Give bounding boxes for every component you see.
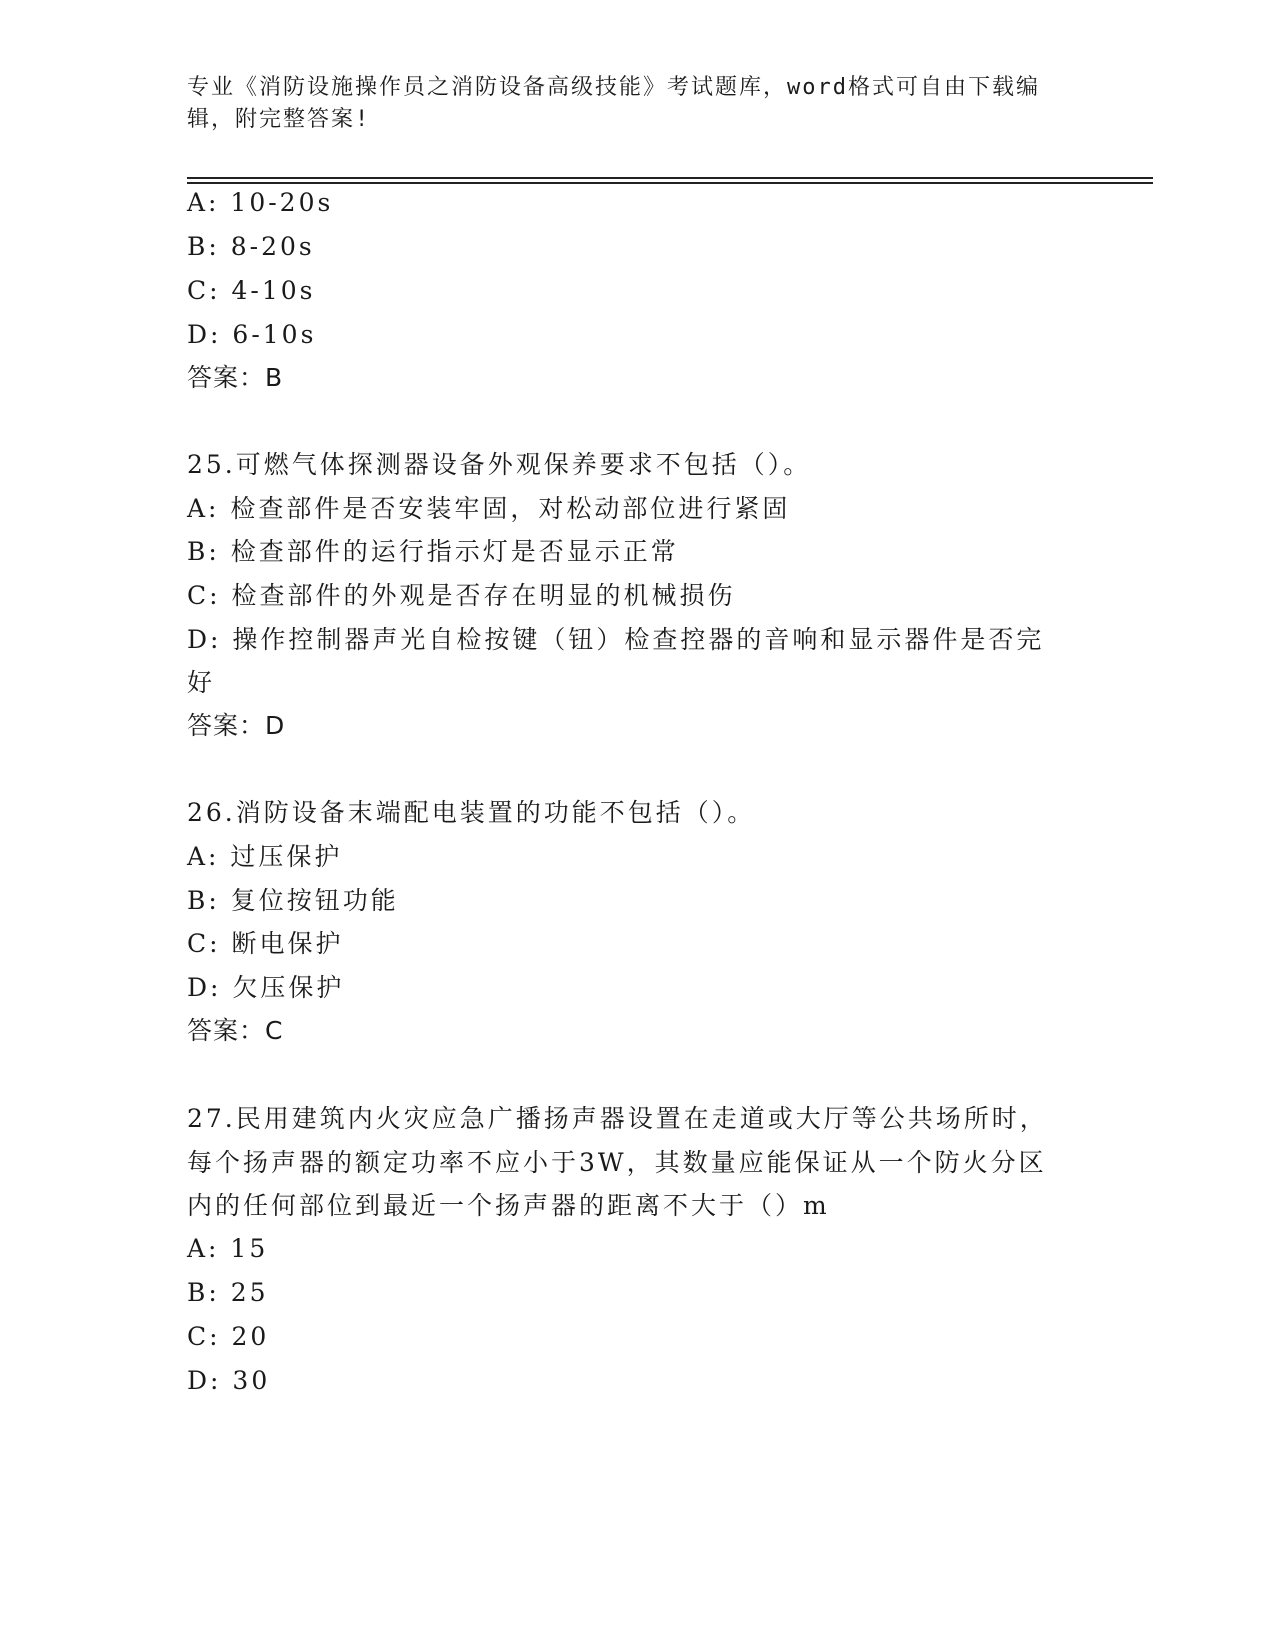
question-26-option-c: C: 断电保护 [187, 929, 344, 958]
question-26-option-d: D: 欠压保护 [187, 973, 345, 1002]
question-27-text-line-2: 每个扬声器的额定功率不应小于3W，其数量应能保证从一个防火分区 [187, 1148, 1047, 1177]
question-27-text-line-3: 内的任何部位到最近一个扬声器的距离不大于（）m [187, 1191, 830, 1220]
question-26-option-a: A: 过压保护 [187, 842, 343, 871]
header-note: 专业《消防设施操作员之消防设备高级技能》考试题库，word格式可自由下载编辑，附完整答案! [187, 75, 1040, 132]
question-25-option-d-cont: 好 [187, 668, 216, 697]
option-d: D: 6-10s [187, 320, 317, 349]
option-a: A: 10-20s [187, 188, 334, 217]
question-25-text: 25.可燃气体探测器设备外观保养要求不包括（）。 [187, 450, 812, 479]
question-26-text: 26.消防设备末端配电装置的功能不包括（）。 [187, 798, 756, 827]
question-25-answer: 答案：D [187, 711, 286, 740]
question-26-answer: 答案：C [187, 1016, 284, 1045]
header-divider-top [187, 177, 1153, 179]
answer-label: 答案：B [187, 363, 284, 392]
option-b: B: 8-20s [187, 232, 315, 261]
question-26-option-b: B: 复位按钮功能 [187, 886, 399, 915]
question-25-option-c: C: 检查部件的外观是否存在明显的机械损伤 [187, 581, 736, 610]
question-27-option-c: C: 20 [187, 1322, 270, 1351]
question-27-text-line-1: 27.民用建筑内火灾应急广播扬声器设置在走道或大厅等公共场所时， [187, 1104, 1048, 1133]
question-27-option-b: B: 25 [187, 1278, 269, 1307]
question-27-option-d: D: 30 [187, 1366, 271, 1395]
question-27-option-a: A: 15 [187, 1234, 269, 1263]
question-25-option-a: A: 检查部件是否安装牢固，对松动部位进行紧固 [187, 494, 791, 523]
option-c: C: 4-10s [187, 276, 316, 305]
question-25-option-b: B: 检查部件的运行指示灯是否显示正常 [187, 537, 679, 566]
question-25-option-d: D: 操作控制器声光自检按键（钮）检查控器的音响和显示器件是否完 [187, 625, 1045, 654]
